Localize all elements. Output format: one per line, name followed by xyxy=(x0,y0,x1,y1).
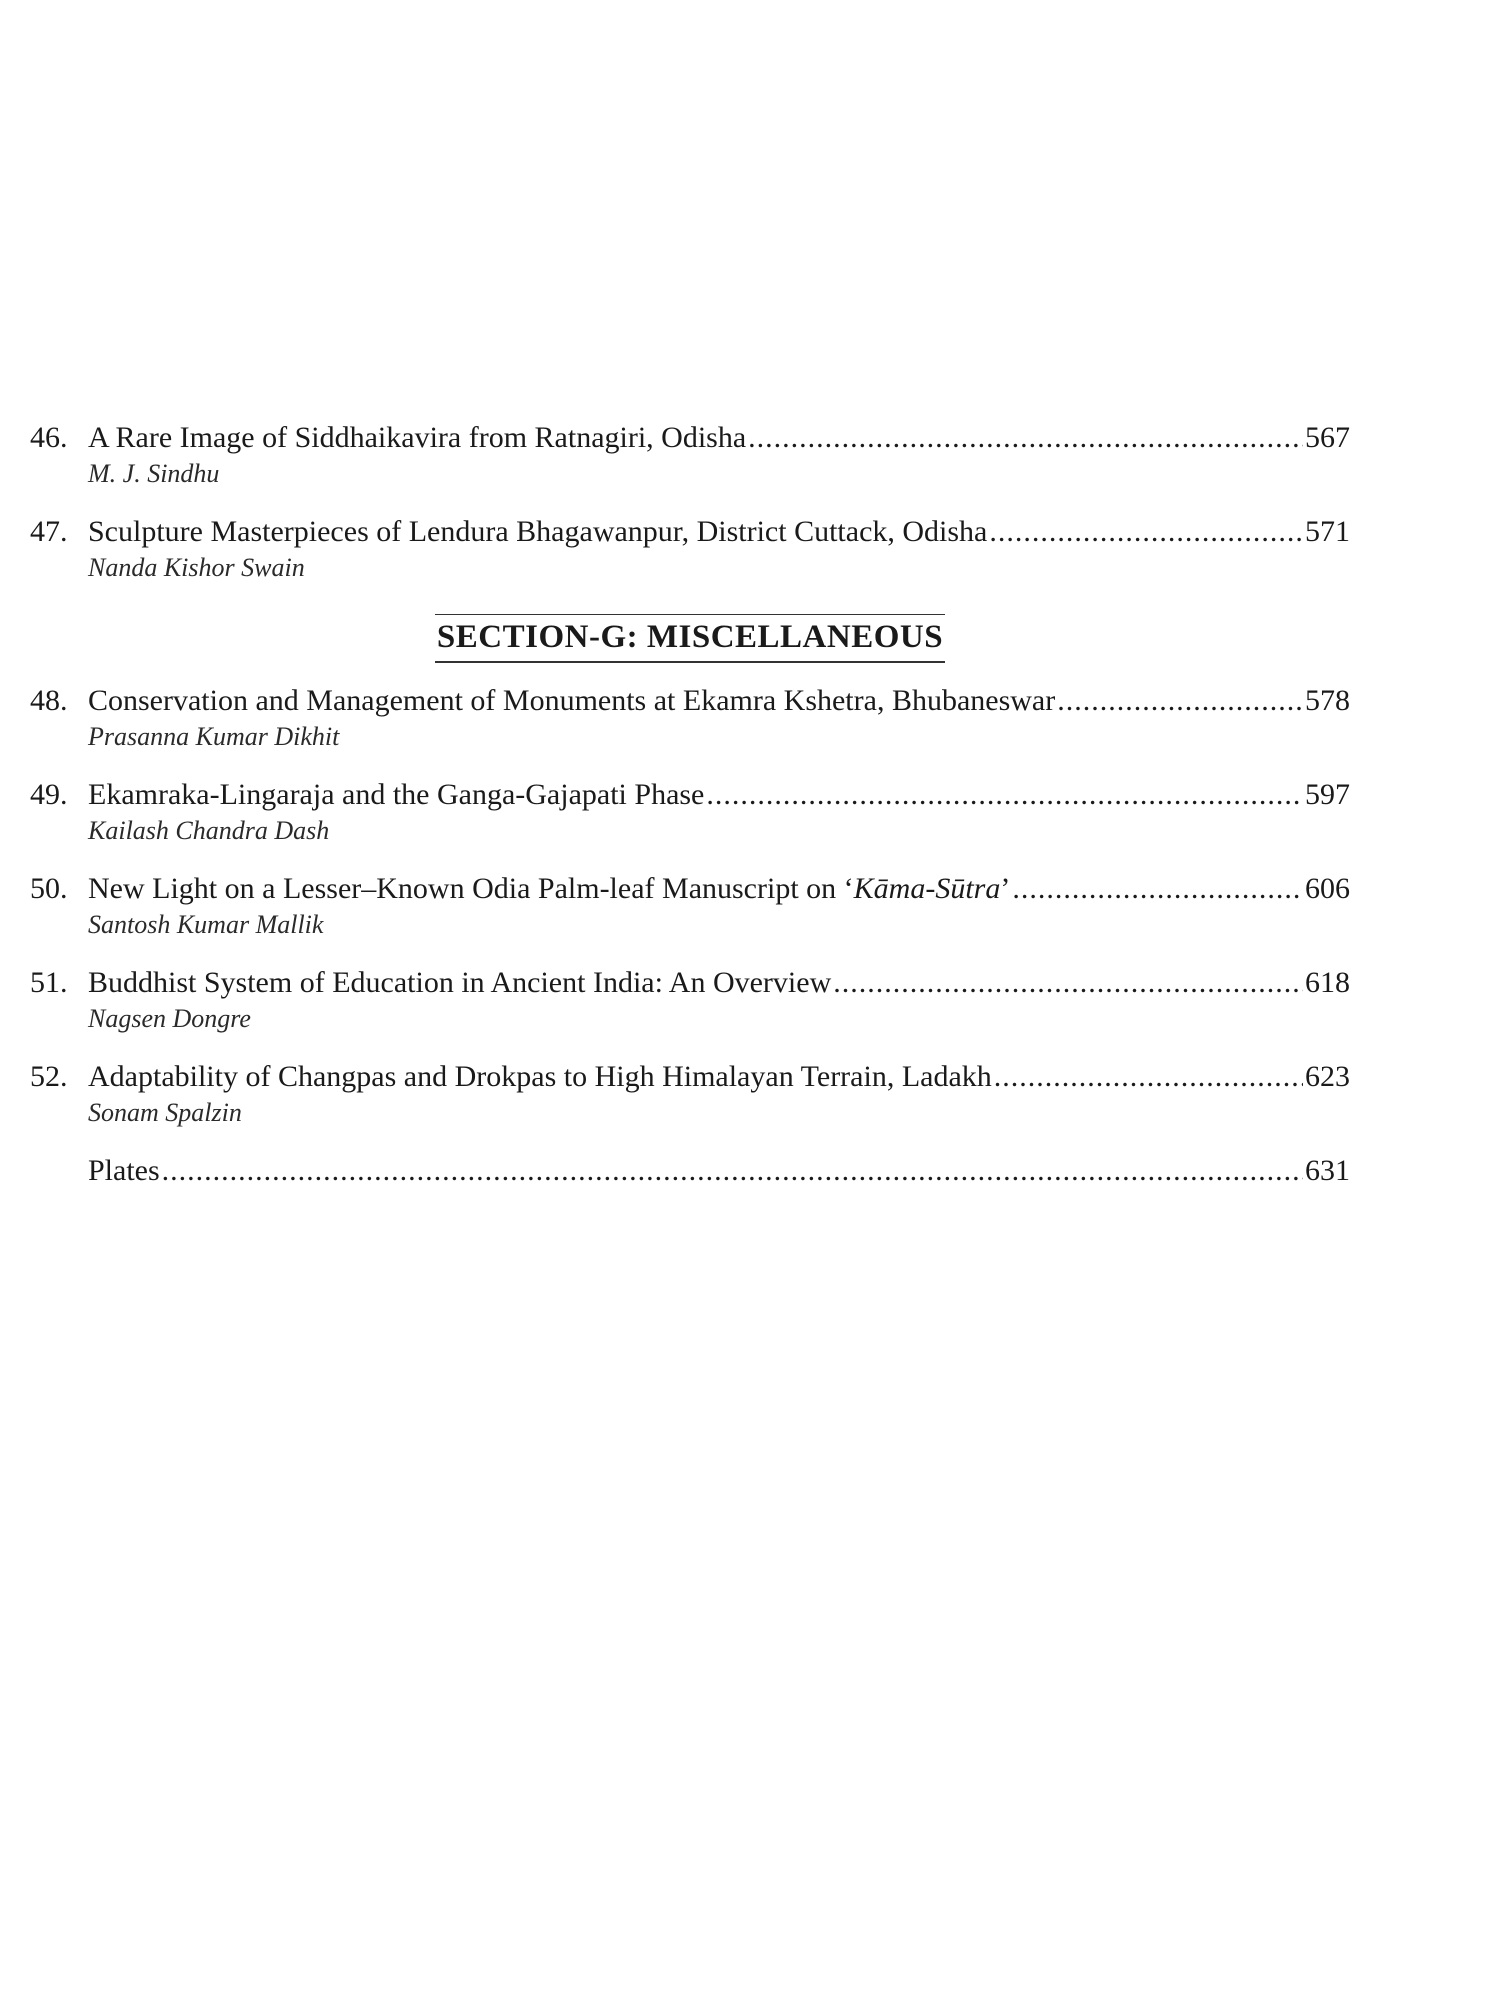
entry-page-number: 578 xyxy=(1305,684,1350,717)
entry-page-number: 618 xyxy=(1305,966,1350,999)
dot-leader xyxy=(748,418,1303,458)
toc-entry-51[interactable] xyxy=(30,963,1350,1035)
toc-entry-plates[interactable] xyxy=(30,1151,1350,1191)
toc-entry-52[interactable] xyxy=(30,1057,1350,1129)
entry-page-number: 571 xyxy=(1305,515,1350,548)
table-of-contents xyxy=(30,418,1350,1191)
entry-author: Nanda Kishor Swain xyxy=(88,553,305,582)
entry-number: 47. xyxy=(30,515,68,548)
entry-number: 51. xyxy=(30,966,68,999)
dot-leader xyxy=(1012,869,1303,909)
dot-leader xyxy=(706,775,1303,815)
toc-entry-48[interactable] xyxy=(30,681,1350,753)
section-heading-text: SECTION-G: MISCELLANEOUS xyxy=(435,614,945,663)
toc-entry-46[interactable] xyxy=(30,418,1350,490)
entry-title: Plates xyxy=(88,1154,160,1187)
entry-title: Ekamraka-Lingaraja and the Ganga-Gajapati Phase xyxy=(88,778,705,811)
entry-number: 46. xyxy=(30,421,68,454)
toc-entry-47[interactable] xyxy=(30,512,1350,584)
entry-page-number: 567 xyxy=(1305,421,1350,454)
entry-number: 49. xyxy=(30,778,68,811)
entry-title-suffix: ’ xyxy=(1000,872,1011,905)
entry-number: 50. xyxy=(30,872,68,905)
entry-page-number: 623 xyxy=(1305,1060,1350,1093)
entry-title: Sculpture Masterpieces of Lendura Bhagawanpur, District Cuttack, Odisha xyxy=(88,515,988,548)
entry-title: A Rare Image of Siddhaikavira from Ratnagiri, Odisha xyxy=(88,421,747,454)
section-heading xyxy=(30,614,1350,663)
entry-title-prefix: New Light on a Lesser–Known Odia Palm-leaf Manuscript on ‘ xyxy=(88,872,854,905)
entry-title xyxy=(88,869,1010,909)
entry-page-number: 597 xyxy=(1305,778,1350,811)
entry-page-number: 606 xyxy=(1305,872,1350,905)
entry-title: Conservation and Management of Monuments at Ekamra Kshetra, Bhubaneswar xyxy=(88,684,1056,717)
entry-title: Adaptability of Changpas and Drokpas to High Himalayan Terrain, Ladakh xyxy=(88,1060,992,1093)
dot-leader xyxy=(162,1151,1303,1191)
entry-author: Kailash Chandra Dash xyxy=(88,816,330,845)
entry-number: 52. xyxy=(30,1060,68,1093)
entry-author: Santosh Kumar Mallik xyxy=(88,910,324,939)
entry-title-italic: Kāma-Sūtra xyxy=(853,872,1001,905)
entry-author: Nagsen Dongre xyxy=(88,1004,251,1033)
entry-page-number: 631 xyxy=(1305,1154,1350,1187)
dot-leader xyxy=(1057,681,1303,721)
dot-leader xyxy=(833,963,1303,1003)
toc-entry-49[interactable] xyxy=(30,775,1350,847)
entry-author: Prasanna Kumar Dikhit xyxy=(88,722,340,751)
entry-number: 48. xyxy=(30,684,68,717)
toc-entry-50[interactable] xyxy=(30,869,1350,941)
dot-leader xyxy=(994,1057,1303,1097)
entry-author: M. J. Sindhu xyxy=(88,459,220,488)
entry-author: Sonam Spalzin xyxy=(88,1098,242,1127)
entry-title: Buddhist System of Education in Ancient India: An Overview xyxy=(88,966,832,999)
dot-leader xyxy=(989,512,1303,552)
